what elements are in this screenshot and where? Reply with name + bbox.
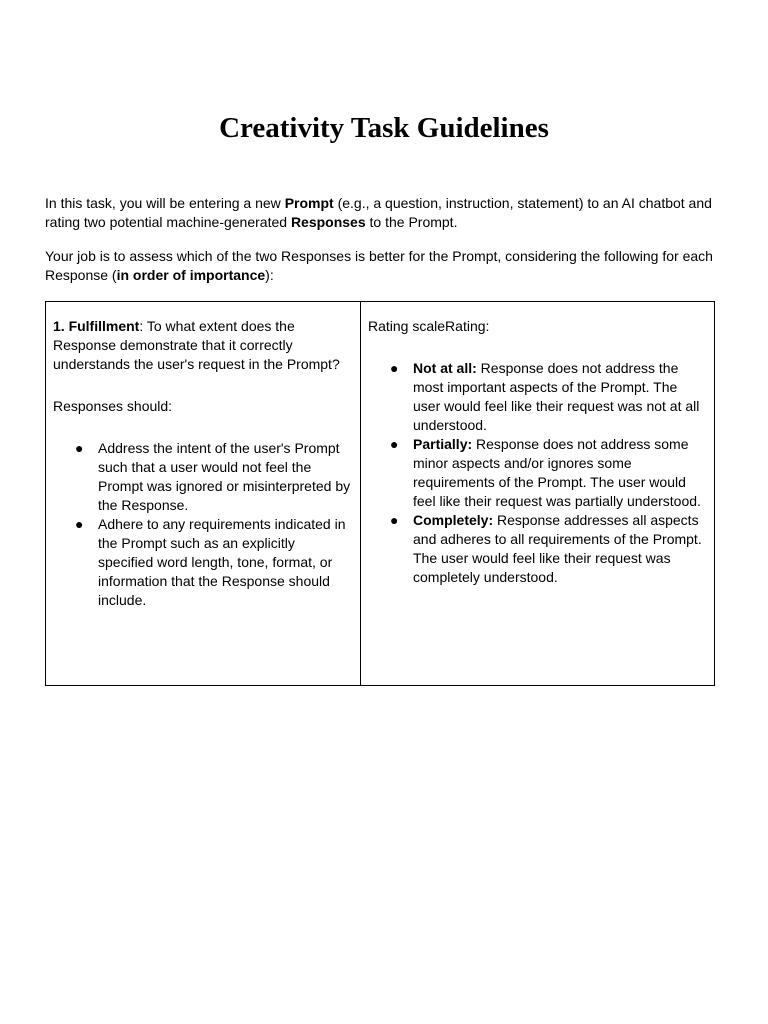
fulfillment-cell [46, 302, 361, 685]
list-item [390, 359, 707, 435]
bullet-icon: ● [75, 516, 84, 532]
list-item [75, 515, 353, 610]
intro-bold-responses: Responses [290, 214, 366, 230]
guidelines-table [45, 301, 715, 686]
job-text-1: Your job is to assess which of the two Responses is better for the Prompt, considering the following for each Response ( [45, 248, 713, 283]
bullet-icon: ● [390, 360, 399, 376]
job-bold-importance: in order of importance [116, 267, 266, 283]
list-item [390, 435, 707, 511]
fulfillment-list [53, 439, 353, 610]
fulfillment-description: : To what extent does the Response demonstrate that it correctly understands the user's request in the Prompt? [53, 318, 340, 372]
list-item [390, 511, 707, 587]
rating-scale-list [368, 359, 707, 587]
rating-label-partially: Partially: [413, 436, 473, 452]
intro-bold-prompt: Prompt [284, 195, 334, 211]
list-item-text: Response does not address the most important aspects of the Prompt. The user would feel like their request was not at all understood. [413, 360, 700, 433]
responses-should-label: Responses should: [53, 398, 173, 414]
bullet-icon: ● [75, 440, 84, 456]
intro-text-3: to the Prompt. [365, 214, 458, 230]
rating-scale-cell [361, 302, 714, 685]
rating-scale-heading: Rating scaleRating: [368, 318, 490, 334]
job-text-2: ): [265, 267, 274, 283]
intro-text-1: In this task, you will be entering a new [45, 195, 285, 211]
list-item-text: Response addresses all aspects and adheres to all requirements of the Prompt. The user would feel like their request was completely understood. [413, 512, 702, 585]
list-item-text: Adhere to any requirements indicated in the Prompt such as an explicitly specified word length, tone, format, or information that the Response should include. [98, 516, 346, 608]
rating-label-completely: Completely: [413, 512, 494, 528]
bullet-icon: ● [390, 512, 399, 528]
rating-label-not-at-all: Not at all: [413, 360, 477, 376]
list-item-text: Address the intent of the user's Prompt such that a user would not feel the Prompt was ignored or misinterpreted by the Response. [98, 440, 351, 513]
intro-paragraph [45, 194, 750, 232]
page-title: Creativity Task Guidelines [219, 112, 549, 144]
fulfillment-heading [53, 317, 353, 374]
job-paragraph [45, 247, 750, 285]
list-item [75, 439, 353, 515]
list-item-text: Response does not address some minor aspects and/or ignores some requirements of the Prompt. The user would feel like their request was partially understood. [413, 436, 701, 509]
bullet-icon: ● [390, 436, 399, 452]
fulfillment-label: 1. Fulfillment [53, 318, 140, 334]
intro-text-2: (e.g., a question, instruction, statement) to an AI chatbot and rating two potential machine-generated [45, 195, 712, 230]
